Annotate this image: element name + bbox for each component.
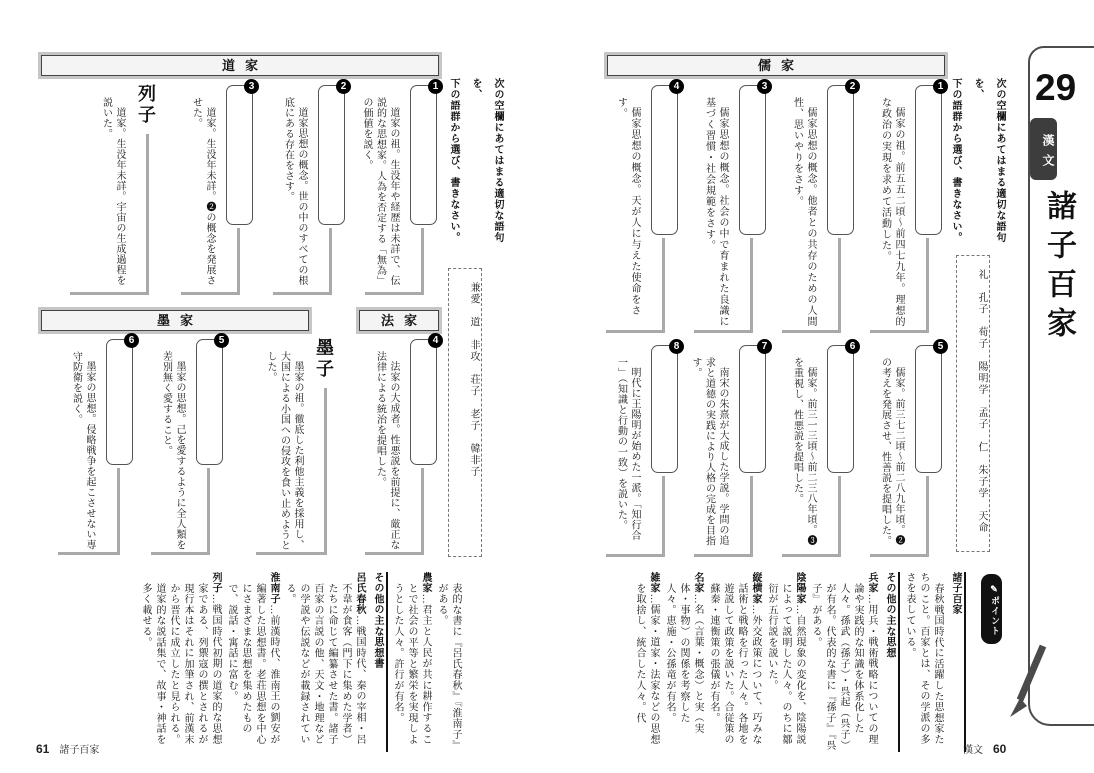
question-item-l4 xyxy=(357,335,442,558)
question-item-r5 xyxy=(862,341,947,560)
entry-term: 呂氏春秋 xyxy=(354,572,365,616)
question-text: 墨家の思想。己を愛するように全人類を差別無く愛すること。 xyxy=(160,351,185,550)
pencil-icon: ✎ xyxy=(990,585,1000,596)
note-paragraph: 春秋戦国時代に活躍した思想家たちのこと。百家とは、その学派の多さを表している。 xyxy=(904,572,943,745)
answer-blank[interactable] xyxy=(106,335,135,465)
question-number-badge: 4 xyxy=(669,79,684,94)
question-text: 道家思想の概念。世の中のすべての根底にある存在をさす。 xyxy=(282,97,307,286)
question-item-r1 xyxy=(862,81,947,336)
figure-text: 道家。生没年未詳。宇宙の生成過程を説いた。 xyxy=(100,97,125,286)
question-text: 儒家思想の概念。他者との共存のための人間性、思いやりをさす。 xyxy=(791,97,816,327)
question-number-badge: 8 xyxy=(669,339,684,354)
entry-term: 陰陽家 xyxy=(794,572,805,605)
entry-desc: …戦国時代、秦の宰相・呂不韋が食客（門下に集めた学者）たちに命じて編纂させた書。諸子百家の言説の他、天文・地理などの学説や伝説などが載録されている。 xyxy=(284,583,365,745)
question-number-badge: 7 xyxy=(757,339,772,354)
instructions-line: 下の語群から選び、書きなさい。 xyxy=(448,78,459,243)
answer-blank[interactable] xyxy=(827,81,856,235)
entry-term: 農家 xyxy=(420,572,431,594)
entry-term: 縦横家 xyxy=(750,572,761,605)
question-item-r6 xyxy=(774,341,859,560)
word-bank-left xyxy=(448,268,482,557)
answer-blank[interactable] xyxy=(410,335,439,465)
figure-item-mozi xyxy=(248,338,340,558)
question-item-l5 xyxy=(143,335,228,558)
note-entry xyxy=(764,572,806,752)
note-entry xyxy=(390,572,432,752)
lesson-title: 諸子百家 xyxy=(1042,190,1075,346)
note-entry xyxy=(224,572,280,752)
question-item-l6 xyxy=(50,335,138,558)
section-header-legalist: 法家 xyxy=(356,307,442,334)
figure-name: 列子 xyxy=(136,84,156,126)
notes-section-left xyxy=(40,572,462,752)
note-heading: その他の主な思想書 xyxy=(370,572,388,752)
note-continuation: 表的な書に『呂氏春秋』『淮南子』がある。 xyxy=(436,583,461,751)
answer-blank[interactable] xyxy=(651,81,680,235)
question-number-badge: 3 xyxy=(244,79,259,94)
answer-blank[interactable] xyxy=(915,341,944,473)
entry-desc: …戦国時代初期の道家的な思想家である、列禦寇の撰とされるが現行本はそれに加筆され、前漢末から晋代に成立したと見られる。道家的な説話集で、故事・神話を多く載せる。 xyxy=(140,583,221,745)
word-bank-right xyxy=(956,255,990,552)
instructions-left xyxy=(448,78,508,250)
entry-term: 淮南子 xyxy=(268,572,279,605)
question-number-badge: 2 xyxy=(336,79,351,94)
entry-desc: …自然現象の変化を、陰陽説によって説明した人々。のちに鄒衍が五行説を説いた。 xyxy=(766,583,805,745)
entry-desc: …外交政策について、巧みな話術と戦略を行った人々。各地を遊説して政策を説いた。合従策の蘇秦・連衡策の張儀が有名。 xyxy=(708,583,761,745)
word-bank-terms: 礼 孔子 荀子 陽明学 孟子 仁 朱子学 天命 xyxy=(976,269,987,534)
answer-blank[interactable] xyxy=(651,341,680,473)
question-number-badge: 6 xyxy=(124,333,139,348)
note-entry xyxy=(138,572,222,752)
instructions-right xyxy=(950,78,1010,250)
figure-text: 墨家の祖。徹底した利他主義を採用し、大国による小国への侵攻を食い止めようとした。 xyxy=(265,351,303,551)
entry-desc: …用兵・戦術戦略についての理論や実践的な知識を体系化した人々。孫武（孫子）・呉起（呉子）が有名。代表的な書に『孫子』『呉子』がある。 xyxy=(810,583,877,751)
question-number-badge: 1 xyxy=(428,79,443,94)
instructions-line: 次の空欄にあてはまる適切な語句を、 xyxy=(470,78,503,243)
note-entry xyxy=(808,572,878,752)
entry-term: 名家 xyxy=(692,572,703,594)
question-item-r4 xyxy=(598,81,683,336)
page-number-right xyxy=(963,741,1006,756)
question-number-badge: 4 xyxy=(428,333,443,348)
figure-name: 墨子 xyxy=(314,338,334,380)
pen-icon xyxy=(1005,640,1053,724)
section-header-taoist: 道家 xyxy=(38,52,442,79)
answer-blank[interactable] xyxy=(196,335,225,465)
subject-badge: 漢文 xyxy=(1030,118,1057,180)
point-badge-label: ポイント xyxy=(990,596,1000,636)
question-text: 儒家。前三一三頃～前二三八年頃。❸を重視し、性悪説を提唱した。 xyxy=(791,357,816,546)
entry-term: 雑家 xyxy=(648,572,659,594)
footer-label: 漢文 xyxy=(963,745,983,756)
footer-number: 60 xyxy=(993,742,1007,756)
footer-number: 61 xyxy=(36,742,50,756)
question-item-l2 xyxy=(265,81,350,298)
question-text: 儒家思想の概念。天が人に与えた使命をさす。 xyxy=(615,97,640,316)
question-text: 儒家の祖。前五五二頃～前四七九年。理想的な政治の実現を求めて活動した。 xyxy=(879,97,904,327)
question-number-badge: 1 xyxy=(933,79,948,94)
lesson-number: 29 xyxy=(1035,67,1077,108)
instructions-line: 下の語群から選び、書きなさい。 xyxy=(950,78,961,243)
entry-term: 列子 xyxy=(210,572,221,594)
answer-blank[interactable] xyxy=(318,81,347,225)
section-header-confucian: 儒家 xyxy=(604,52,948,79)
question-item-r3 xyxy=(686,81,771,336)
instructions-line: 次の空欄にあてはまる適切な語句を、 xyxy=(972,78,1005,243)
question-text: 儒家思想の概念。社会の中で育まれた良識に基づく習慣・社会規範をさす。 xyxy=(703,97,728,327)
note-heading: その他の主な思想 xyxy=(882,572,900,752)
question-text: 法家の大成者。性悪説を前提に、厳正な法律による統治を提唱した。 xyxy=(374,351,399,550)
question-item-l3 xyxy=(173,81,258,298)
question-number-badge: 2 xyxy=(845,79,860,94)
entry-desc: …前漢時代、淮南王の劉安が編著した思想書。老荘思想を中心にさまざまな思想を集めたもので、説話・寓話に富む。 xyxy=(226,583,279,745)
footer-label: 諸子百家 xyxy=(59,745,100,756)
note-entry xyxy=(662,572,704,752)
note-heading: 諸子百家 xyxy=(948,572,966,752)
answer-blank[interactable] xyxy=(915,81,944,235)
answer-blank[interactable] xyxy=(739,81,768,235)
section-header-mohist: 墨家 xyxy=(38,307,312,334)
entry-desc: …名（言葉・概念）と実（実体・事物）の関係を考察した人々。恵施・公孫竜が有名。 xyxy=(664,583,703,735)
question-item-l1 xyxy=(357,81,442,298)
note-entry xyxy=(632,572,660,752)
answer-blank[interactable] xyxy=(739,341,768,473)
question-item-r7 xyxy=(686,341,771,560)
question-text: 南宋の朱熹が大成した学説。学問の追求と道徳の実践により人格の完成を目指す。 xyxy=(690,357,728,546)
note-entry xyxy=(706,572,762,752)
page-number-left xyxy=(36,741,99,756)
question-text: 明代に王陽明が始めた一派。「知行合一」（知識と行動の一致）を説いた。 xyxy=(615,357,640,541)
point-section xyxy=(598,572,1002,752)
figure-item-liezi xyxy=(62,84,162,298)
entry-desc: …儒家・道家・法家などの思想を取捨し、統合した人々。代 xyxy=(634,583,659,745)
note-entry xyxy=(282,572,366,752)
question-item-r8 xyxy=(598,341,683,560)
question-number-badge: 5 xyxy=(214,333,229,348)
answer-blank[interactable] xyxy=(410,81,439,225)
answer-blank[interactable] xyxy=(827,341,856,473)
question-number-badge: 6 xyxy=(845,339,860,354)
question-text: 儒家。前三七二頃～前二八九年頃。❷の考えを発展させ、性善説を提唱した。 xyxy=(879,357,904,546)
question-text: 墨家の思想。侵略戦争を起こさせない専守防衛を説く。 xyxy=(70,351,95,550)
answer-blank[interactable] xyxy=(226,81,255,225)
entry-desc: …君主と人民が共に耕作することで社会の平等と繁栄を実現しようとした人々。許行が有名。 xyxy=(392,583,431,745)
question-number-badge: 3 xyxy=(757,79,772,94)
entry-term: 兵家 xyxy=(866,572,877,594)
word-bank-terms: 兼愛 道 非攻 荘子 老子 韓非子 xyxy=(468,282,479,478)
question-number-badge: 5 xyxy=(933,339,948,354)
question-text: 道家の祖。生没年や経歴は未詳で、伝説的な思想家。人為を否定する「無為」の価値を説く。 xyxy=(361,97,399,286)
point-badge xyxy=(981,574,1002,644)
question-item-r2 xyxy=(774,81,859,336)
question-text: 道家。生没年未詳。❷の概念を発展させた。 xyxy=(190,97,215,286)
